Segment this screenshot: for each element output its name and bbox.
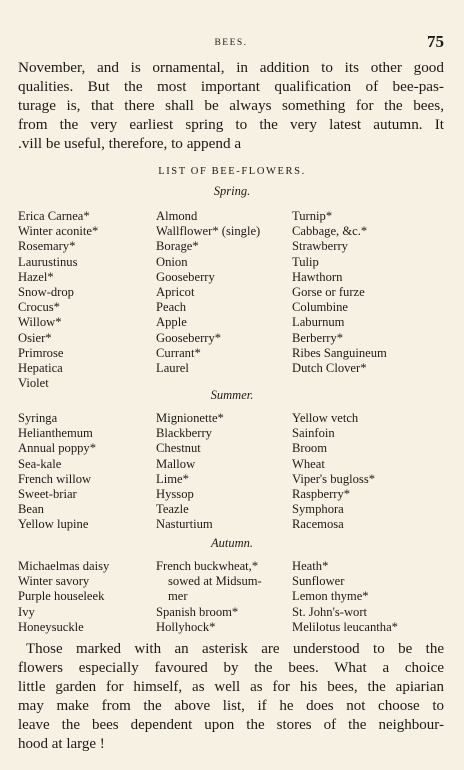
flower-item: Gooseberry	[156, 269, 215, 284]
flower-item: Lime*	[156, 471, 189, 486]
intro-line: November, and is ornamental, in addition to its other good	[18, 59, 444, 76]
spring-column-1	[18, 209, 98, 391]
flower-item: Hepatica	[18, 360, 63, 375]
intro-line: from the very earliest spring to the very latest autumn. It	[18, 116, 444, 133]
closing-line: flowers especially favoured by the bees. What a choice	[18, 660, 444, 676]
flower-item: Broom	[292, 441, 327, 456]
autumn-column-2	[156, 559, 262, 635]
spring-column-3	[292, 209, 387, 376]
flower-item: Wallflower* (single)	[156, 224, 261, 239]
flower-item: Ivy	[18, 604, 35, 619]
flower-item: Willow*	[18, 315, 62, 330]
flower-item: Hawthorn	[292, 269, 343, 284]
flower-item: Teazle	[156, 502, 189, 517]
summer-column-1	[18, 411, 96, 533]
flower-item: Laurel	[156, 360, 189, 375]
page-number: 75	[427, 32, 444, 51]
flower-item: Syringa	[18, 411, 58, 425]
flower-item: Helianthemum	[18, 426, 93, 441]
season-heading-spring: Spring.	[213, 184, 251, 198]
flower-item: Sweet-briar	[18, 486, 77, 501]
closing-line: little garden for himself, as well as for his bees, the apiarian	[18, 679, 444, 695]
flower-item: Hollyhock*	[156, 619, 216, 634]
flower-item: Violet	[18, 376, 49, 391]
flower-item: Sainfoin	[292, 426, 335, 441]
flower-item: Hyssop	[156, 486, 194, 501]
flower-item: Yellow lupine	[18, 517, 89, 532]
flower-item: Yellow vetch	[292, 411, 359, 425]
flower-item: Almond	[156, 209, 198, 223]
flower-item: Borage*	[156, 239, 199, 254]
flower-item: Winter savory	[18, 574, 90, 589]
flower-item: Tulip	[292, 254, 319, 269]
page-header	[18, 34, 444, 54]
flower-item: Bean	[18, 502, 44, 517]
list-title: LIST OF BEE-FLOWERS.	[158, 166, 306, 177]
flower-item: Apple	[156, 315, 187, 330]
closing-line: Those marked with an asterisk are understood to be the	[26, 641, 444, 657]
flower-item: Annual poppy*	[18, 441, 97, 456]
flower-item: Nasturtium	[156, 517, 213, 532]
flower-item: Racemosa	[292, 517, 344, 532]
summer-column-2	[156, 411, 224, 533]
flower-item: Primrose	[18, 345, 64, 360]
flower-item: St. John's-wort	[292, 604, 368, 619]
intro-paragraph	[18, 58, 444, 153]
flower-item: Osier*	[18, 330, 52, 345]
flower-item: Ribes Sanguineum	[292, 345, 387, 360]
flower-item: Viper's bugloss*	[292, 471, 376, 486]
flower-item: Melilotus leucantha*	[292, 619, 398, 634]
flower-item: Laburnum	[292, 315, 345, 330]
flower-item: Heath*	[292, 559, 329, 573]
flower-item: Currant*	[156, 345, 201, 360]
flower-item: French buckwheat,*	[156, 559, 259, 573]
flower-item: Apricot	[156, 284, 195, 299]
flower-item: Hazel*	[18, 269, 54, 284]
flower-item: Berberry*	[292, 330, 344, 345]
flower-item: Lemon thyme*	[292, 589, 369, 604]
flower-item: Raspberry*	[292, 486, 351, 501]
closing-paragraph	[18, 640, 444, 754]
flower-item: Strawberry	[292, 239, 348, 254]
flower-item: Turnip*	[292, 209, 333, 223]
flower-item: Snow-drop	[18, 284, 74, 299]
flower-item: Erica Carnea*	[18, 209, 90, 223]
flower-item: Sunflower	[292, 574, 345, 589]
flower-item: Sea-kale	[18, 456, 62, 471]
flower-item: Columbine	[292, 300, 348, 315]
flower-item: mer	[168, 589, 188, 604]
season-heading-summer: Summer.	[210, 388, 254, 402]
flower-item: Laurustinus	[18, 254, 78, 269]
autumn-column-3	[292, 559, 398, 635]
flower-item: Gooseberry*	[156, 330, 222, 345]
closing-line: may make from the above list, if he does not choose to	[18, 698, 444, 714]
flower-item: Michaelmas daisy	[18, 559, 110, 573]
flower-item: Mignionette*	[156, 411, 224, 425]
spring-column-2	[156, 209, 260, 376]
autumn-column-1	[18, 559, 109, 635]
flower-item: Wheat	[292, 456, 325, 471]
flower-item: Spanish broom*	[156, 604, 239, 619]
flower-item: Mallow	[156, 456, 196, 471]
season-heading-autumn: Autumn.	[210, 536, 253, 550]
flower-item: Crocus*	[18, 300, 60, 315]
flower-item: sowed at Midsum-	[168, 574, 262, 589]
intro-line: qualities. But the most important qualification of bee-pas-	[18, 78, 444, 95]
closing-line: hood at large !	[18, 736, 105, 752]
flower-item: Cabbage, &c.*	[292, 224, 368, 239]
intro-line: turage is, that there shall be always something for the bees,	[18, 97, 444, 114]
flower-item: Symphora	[292, 502, 344, 517]
flower-item: Dutch Clover*	[292, 360, 367, 375]
summer-column-3	[292, 411, 375, 533]
flower-item: Peach	[156, 300, 187, 315]
flower-item: Chestnut	[156, 441, 201, 456]
running-head: BEES.	[214, 38, 248, 48]
flower-item: Gorse or furze	[292, 284, 365, 299]
intro-line: .vill be useful, therefore, to append a	[18, 135, 242, 152]
flower-item: Rosemary*	[18, 239, 76, 254]
flower-item: Purple houseleek	[18, 589, 105, 604]
flower-item: French willow	[18, 471, 92, 486]
flower-item: Blackberry	[156, 426, 212, 441]
flower-item: Honeysuckle	[18, 619, 84, 634]
flower-item: Winter aconite*	[18, 224, 99, 239]
closing-line: leave the bees dependent upon the stores of the neighbour-	[18, 717, 444, 733]
flower-item: Onion	[156, 254, 188, 269]
